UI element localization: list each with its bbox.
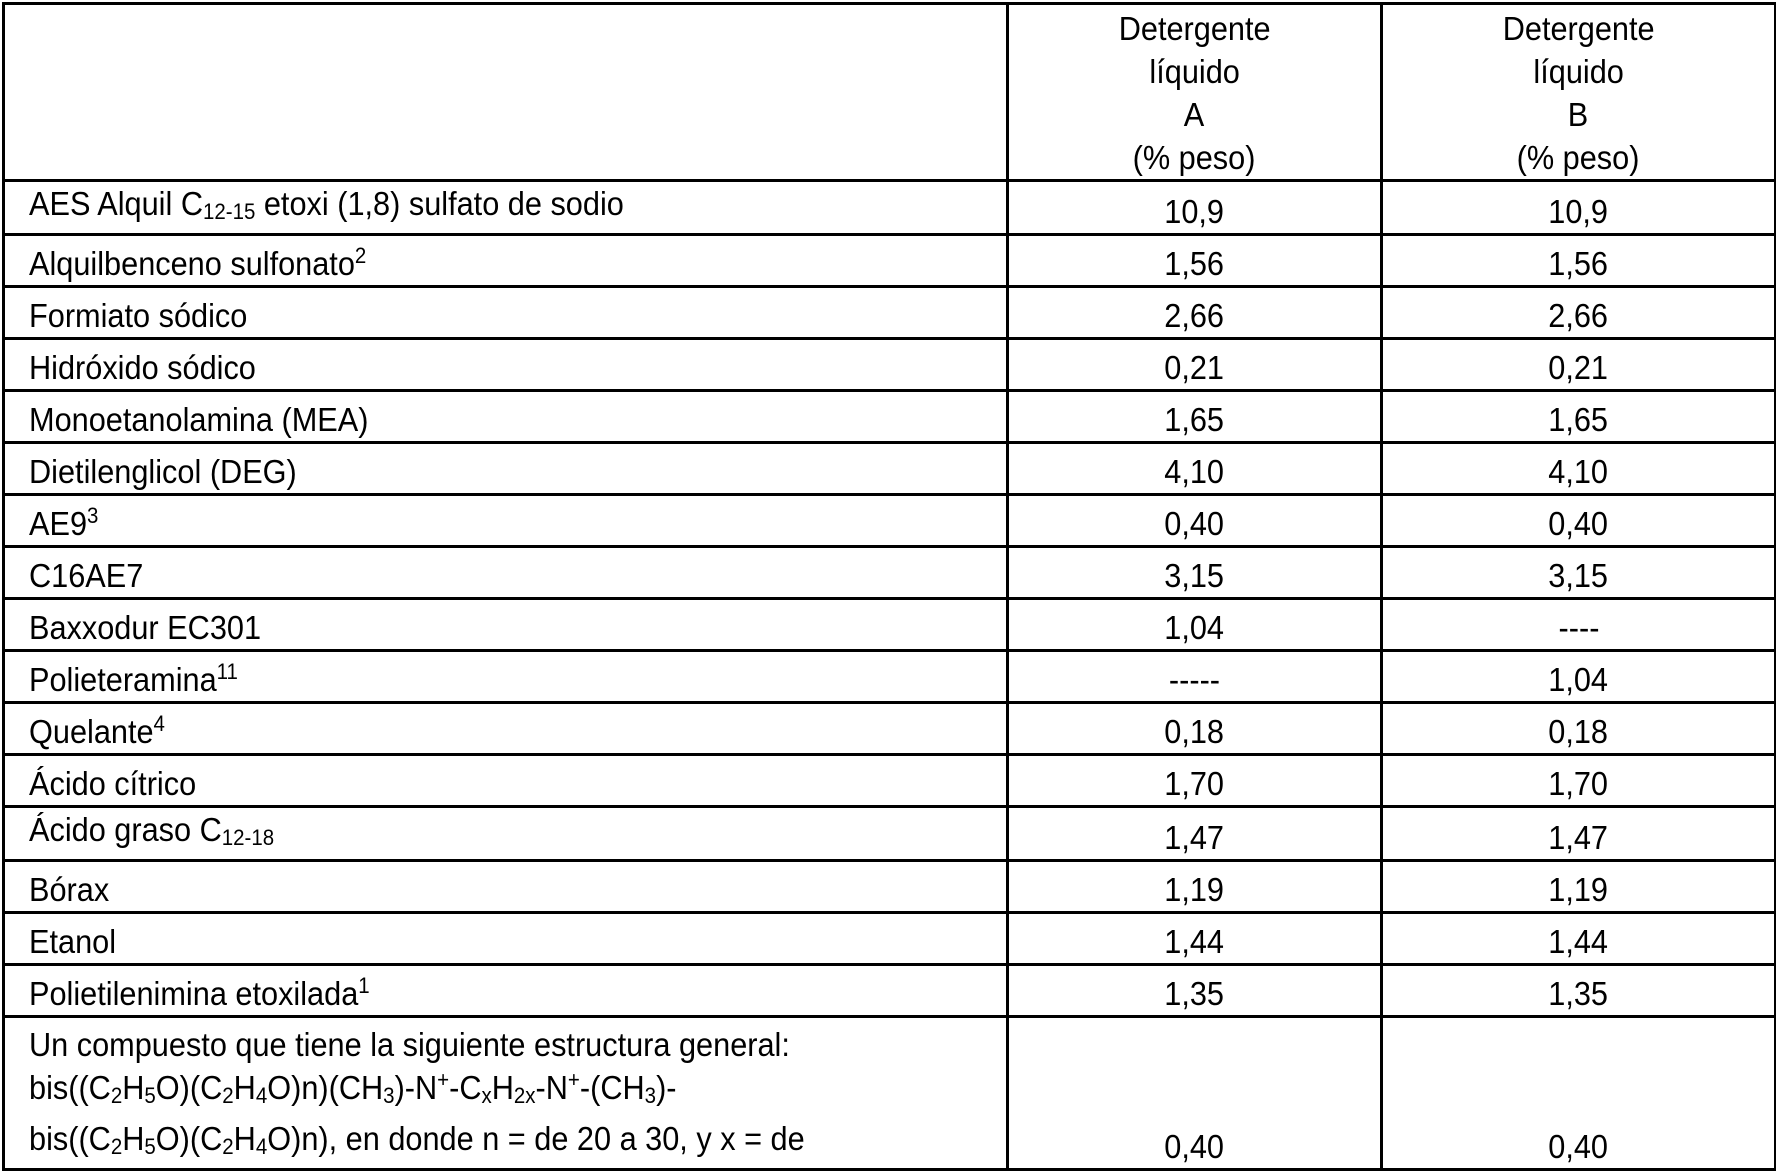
value-a: 2,66 xyxy=(1165,294,1225,337)
value-cell-b xyxy=(1382,181,1776,235)
header-b-line: B xyxy=(1568,93,1588,136)
value-a: 1,47 xyxy=(1165,816,1225,859)
formula-subscript: 2 xyxy=(222,1083,233,1108)
formula-subscript: 4 xyxy=(256,1134,267,1159)
formula-text: O)n), en donde n = de 20 a 30, y x = de xyxy=(267,1120,804,1157)
value-cell-a xyxy=(1008,913,1382,965)
header-a-line: líquido xyxy=(1149,50,1239,93)
value-cell-b xyxy=(1382,913,1776,965)
table-row xyxy=(4,547,1776,599)
ingredient-name xyxy=(29,346,256,389)
formula-text: bis((C xyxy=(29,1120,111,1157)
table-row xyxy=(4,755,1776,807)
ingredient-name xyxy=(29,554,143,597)
formula-text: bis((C xyxy=(29,1069,111,1106)
value-b: 0,21 xyxy=(1549,346,1609,389)
footnote-marker: 4 xyxy=(154,711,165,736)
value-a: 1,04 xyxy=(1165,606,1225,649)
ingredient-cell xyxy=(4,755,1008,807)
formula-text: )-N xyxy=(395,1069,438,1106)
value-cell-b xyxy=(1382,287,1776,339)
header-a-line: (% peso) xyxy=(1133,136,1256,179)
value-a: 1,35 xyxy=(1165,972,1225,1015)
value-a: 0,40 xyxy=(1165,502,1225,545)
footnote-marker: 3 xyxy=(87,503,98,528)
formula-subscript: 3 xyxy=(645,1083,656,1108)
footnote-marker: 2 xyxy=(355,243,366,268)
ingredient-text: AE9 xyxy=(29,505,87,542)
value-b: 1,19 xyxy=(1549,868,1609,911)
header-detergent-a xyxy=(1008,4,1382,181)
ingredient-cell xyxy=(4,807,1008,861)
value-b: 3,15 xyxy=(1549,554,1609,597)
value-a: 1,65 xyxy=(1165,398,1225,441)
ingredient-name xyxy=(29,294,247,337)
ingredient-text: C16AE7 xyxy=(29,557,143,594)
header-detergent-b xyxy=(1382,4,1776,181)
value-cell-a xyxy=(1008,495,1382,547)
value-cell-a xyxy=(1008,235,1382,287)
ingredient-name xyxy=(29,606,261,649)
ingredient-text: Hidróxido sódico xyxy=(29,349,256,386)
ingredient-cell xyxy=(4,443,1008,495)
value-cell-b xyxy=(1382,965,1776,1017)
ingredient-name xyxy=(29,242,366,285)
ingredient-cell xyxy=(4,913,1008,965)
formula-text: H xyxy=(234,1120,256,1157)
ingredient-name xyxy=(29,920,116,963)
formula-superscript: + xyxy=(568,1067,580,1092)
ingredient-cell xyxy=(4,181,1008,235)
value-b: 1,56 xyxy=(1549,242,1609,285)
formula-text: O)n)(CH xyxy=(267,1069,383,1106)
value-cell-b xyxy=(1382,599,1776,651)
ingredient-cell xyxy=(4,599,1008,651)
ingredient-cell xyxy=(4,651,1008,703)
formula-text: )- xyxy=(656,1069,676,1106)
table-row xyxy=(4,287,1776,339)
table-row xyxy=(4,391,1776,443)
table-row xyxy=(4,807,1776,861)
value-cell-b xyxy=(1382,807,1776,861)
ingredient-name xyxy=(29,658,238,701)
value-a: 10,9 xyxy=(1165,190,1225,233)
value-a: 1,70 xyxy=(1165,762,1225,805)
footnote-marker: 1 xyxy=(358,973,369,998)
value-b: 4,10 xyxy=(1549,450,1609,493)
ingredient-text: Monoetanolamina (MEA) xyxy=(29,401,368,438)
ingredient-text: Dietilenglicol (DEG) xyxy=(29,453,297,490)
ingredient-cell xyxy=(4,235,1008,287)
ingredient-text: Bórax xyxy=(29,871,109,908)
value-a: 0,40 xyxy=(1165,1125,1225,1168)
value-cell-a xyxy=(1008,1017,1382,1170)
value-cell-a xyxy=(1008,861,1382,913)
header-row xyxy=(4,4,1776,181)
value-cell-a xyxy=(1008,755,1382,807)
value-cell-a xyxy=(1008,391,1382,443)
ingredient-subscript: 12-15 xyxy=(203,199,255,224)
ingredient-name xyxy=(29,808,274,859)
ingredient-text: Polietilenimina etoxilada xyxy=(29,975,358,1012)
table-row xyxy=(4,651,1776,703)
table-row xyxy=(4,181,1776,235)
value-cell-a xyxy=(1008,965,1382,1017)
value-b: 1,44 xyxy=(1549,920,1609,963)
ingredient-text: Ácido cítrico xyxy=(29,765,196,802)
value-b: 2,66 xyxy=(1549,294,1609,337)
value-cell-b xyxy=(1382,755,1776,807)
value-a: ----- xyxy=(1169,658,1220,701)
header-b-line: (% peso) xyxy=(1517,136,1640,179)
value-cell-b xyxy=(1382,339,1776,391)
table-row xyxy=(4,703,1776,755)
value-b: 1,35 xyxy=(1549,972,1609,1015)
table-row xyxy=(4,913,1776,965)
formula-text: H xyxy=(492,1069,514,1106)
formula-text: H xyxy=(234,1069,256,1106)
value-cell-b xyxy=(1382,495,1776,547)
formulation-table xyxy=(2,2,1776,1171)
ingredient-cell xyxy=(4,547,1008,599)
formula-text: H xyxy=(122,1120,144,1157)
formula-subscript: 2x xyxy=(514,1083,536,1108)
ingredient-text: Quelante xyxy=(29,713,154,750)
formula-subscript: x xyxy=(482,1083,492,1108)
ingredient-text: Alquilbenceno sulfonato xyxy=(29,245,355,282)
value-b: 0,40 xyxy=(1549,1125,1609,1168)
table-row xyxy=(4,443,1776,495)
ingredient-text: Formiato sódico xyxy=(29,297,247,334)
value-a: 1,56 xyxy=(1165,242,1225,285)
table-row xyxy=(4,599,1776,651)
formula-subscript: 3 xyxy=(383,1083,394,1108)
ingredient-text: Etanol xyxy=(29,923,116,960)
value-b: 0,18 xyxy=(1549,710,1609,753)
value-cell-b xyxy=(1382,443,1776,495)
value-cell-b xyxy=(1382,703,1776,755)
formula-subscript: 5 xyxy=(144,1134,155,1159)
value-cell-a xyxy=(1008,547,1382,599)
ingredient-text-suffix: etoxi (1,8) sulfato de sodio xyxy=(255,185,623,222)
footnote-marker: 11 xyxy=(217,659,238,684)
header-a-line: A xyxy=(1184,93,1204,136)
value-cell-a xyxy=(1008,339,1382,391)
value-b: 1,65 xyxy=(1549,398,1609,441)
compound-line-1: Un compuesto que tiene la siguiente estructura general: xyxy=(29,1026,790,1063)
table-row xyxy=(4,235,1776,287)
value-cell-a xyxy=(1008,807,1382,861)
ingredient-cell xyxy=(4,495,1008,547)
formula-subscript: 4 xyxy=(256,1083,267,1108)
value-cell-a xyxy=(1008,599,1382,651)
formula-subscript: 2 xyxy=(111,1134,122,1159)
ingredient-cell xyxy=(4,703,1008,755)
formula-text: -(CH xyxy=(580,1069,645,1106)
value-cell-b xyxy=(1382,235,1776,287)
ingredient-name xyxy=(29,972,370,1015)
table-row xyxy=(4,965,1776,1017)
value-cell-b xyxy=(1382,547,1776,599)
value-a: 0,18 xyxy=(1165,710,1225,753)
header-blank-cell xyxy=(4,4,1008,181)
ingredient-text: Ácido graso C xyxy=(29,811,222,848)
value-b: 0,40 xyxy=(1549,502,1609,545)
value-cell-a xyxy=(1008,181,1382,235)
ingredient-text: Polieteramina xyxy=(29,661,217,698)
value-b: 1,04 xyxy=(1549,658,1609,701)
value-a: 0,21 xyxy=(1165,346,1225,389)
ingredient-text: AES Alquil C xyxy=(29,185,203,222)
value-cell-a xyxy=(1008,443,1382,495)
formula-text: O)(C xyxy=(156,1069,222,1106)
formula-text: -C xyxy=(449,1069,481,1106)
ingredient-cell xyxy=(4,861,1008,913)
value-b: ---- xyxy=(1558,606,1599,649)
header-b-line: líquido xyxy=(1533,50,1623,93)
ingredient-cell xyxy=(4,391,1008,443)
ingredient-name xyxy=(29,710,165,753)
value-a: 1,19 xyxy=(1165,868,1225,911)
value-a: 3,15 xyxy=(1165,554,1225,597)
table-row-compound xyxy=(4,1017,1776,1170)
ingredient-name xyxy=(29,182,624,233)
table-row xyxy=(4,861,1776,913)
formula-subscript: 5 xyxy=(144,1083,155,1108)
formula-text: O)(C xyxy=(156,1120,222,1157)
ingredient-subscript: 12-18 xyxy=(222,825,274,850)
value-cell-b xyxy=(1382,1017,1776,1170)
header-a-line: Detergente xyxy=(1119,7,1271,50)
ingredient-cell xyxy=(4,339,1008,391)
ingredient-text: Baxxodur EC301 xyxy=(29,609,261,646)
ingredient-cell xyxy=(4,287,1008,339)
ingredient-name xyxy=(29,398,368,441)
ingredient-name xyxy=(29,868,109,911)
formula-subscript: 2 xyxy=(222,1134,233,1159)
value-b: 10,9 xyxy=(1549,190,1609,233)
formula-text: -N xyxy=(536,1069,568,1106)
value-cell-b xyxy=(1382,651,1776,703)
value-cell-a xyxy=(1008,703,1382,755)
formula-text: H xyxy=(122,1069,144,1106)
value-cell-a xyxy=(1008,651,1382,703)
compound-description-cell xyxy=(4,1017,1008,1170)
table-row xyxy=(4,339,1776,391)
value-b: 1,70 xyxy=(1549,762,1609,805)
ingredient-name xyxy=(29,502,98,545)
value-a: 4,10 xyxy=(1165,450,1225,493)
header-b-line: Detergente xyxy=(1503,7,1655,50)
value-cell-b xyxy=(1382,861,1776,913)
value-cell-a xyxy=(1008,287,1382,339)
formula-subscript: 2 xyxy=(111,1083,122,1108)
value-cell-b xyxy=(1382,391,1776,443)
value-b: 1,47 xyxy=(1549,816,1609,859)
compound-description xyxy=(29,1023,805,1168)
ingredient-name xyxy=(29,762,196,805)
ingredient-name xyxy=(29,450,297,493)
value-a: 1,44 xyxy=(1165,920,1225,963)
ingredient-cell xyxy=(4,965,1008,1017)
table-row xyxy=(4,495,1776,547)
formula-superscript: + xyxy=(437,1067,449,1092)
